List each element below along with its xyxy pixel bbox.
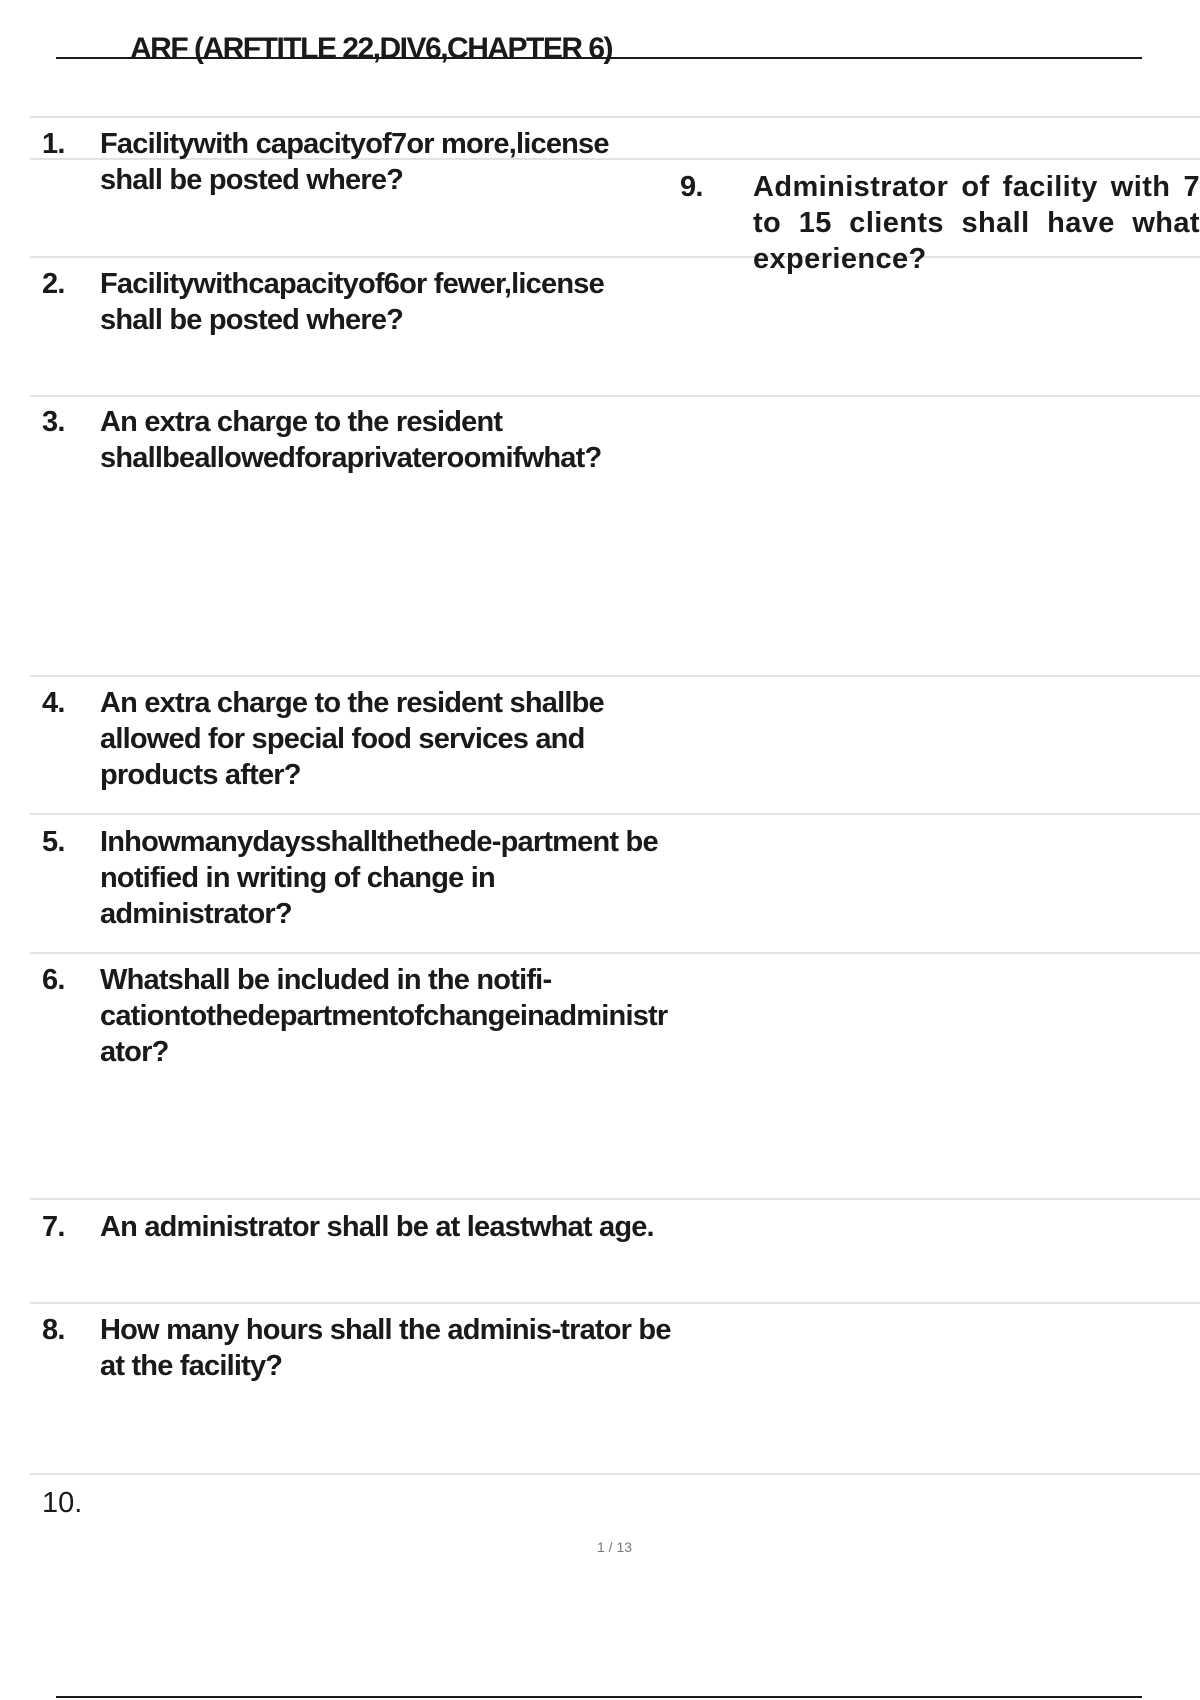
bottom-rule [56,1696,1142,1698]
row-divider [30,1473,1200,1475]
question-number: 10. [42,1487,83,1519]
row-divider [30,675,1200,677]
document-title: ARF (ARFTITLE 22,DIV6,CHAPTER 6) [130,32,613,65]
row-divider [30,952,1200,954]
question-text: Administrator of facility with 7 to 15 clients shall have what experience? [753,171,1200,275]
question-5 [30,824,672,932]
question-3 [30,404,672,476]
question-7 [30,1209,672,1245]
question-number: 3. [42,406,65,438]
question-10 [42,1485,82,1521]
question-number: 7. [42,1211,65,1243]
page-indicator: 1 / 13 [597,1539,633,1555]
question-number: 5. [42,826,65,858]
question-number: 1. [42,128,65,160]
question-8 [30,1312,672,1384]
row-divider [30,1302,1200,1304]
question-text: How many hours shall the adminis-trator be at the facility? [100,1314,671,1382]
question-text: Inhowmanydaysshallthethede-partment be notified in writing of change in administrator? [100,826,658,930]
row-divider [30,116,1200,118]
question-1 [30,126,672,198]
question-text: Facilitywithcapacityof6or fewer,license shall be posted where? [100,268,604,336]
question-text: An extra charge to the resident shallbeallowedforaprivateroomifwhat? [100,406,602,474]
row-divider [30,1198,1200,1200]
question-2 [30,266,672,338]
question-4 [30,685,672,793]
question-text: Facilitywith capacityof7or more,license shall be posted where? [100,128,609,196]
question-6 [30,962,672,1070]
row-divider [30,813,1200,815]
question-number: 4. [42,687,65,719]
question-text: An administrator shall be at leastwhat age. [100,1211,654,1243]
question-number: 6. [42,964,65,996]
question-number: 8. [42,1314,65,1346]
question-9 [668,169,1200,277]
row-divider [30,395,1200,397]
question-text: Whatshall be included in the notifi-cationtothedepartmentofchangeinadministrator? [100,964,668,1068]
title-rule [56,57,1142,59]
question-text: An extra charge to the resident shallbe allowed for special food services and products after? [100,687,604,791]
question-number: 2. [42,268,65,300]
question-number: 9. [680,171,703,203]
